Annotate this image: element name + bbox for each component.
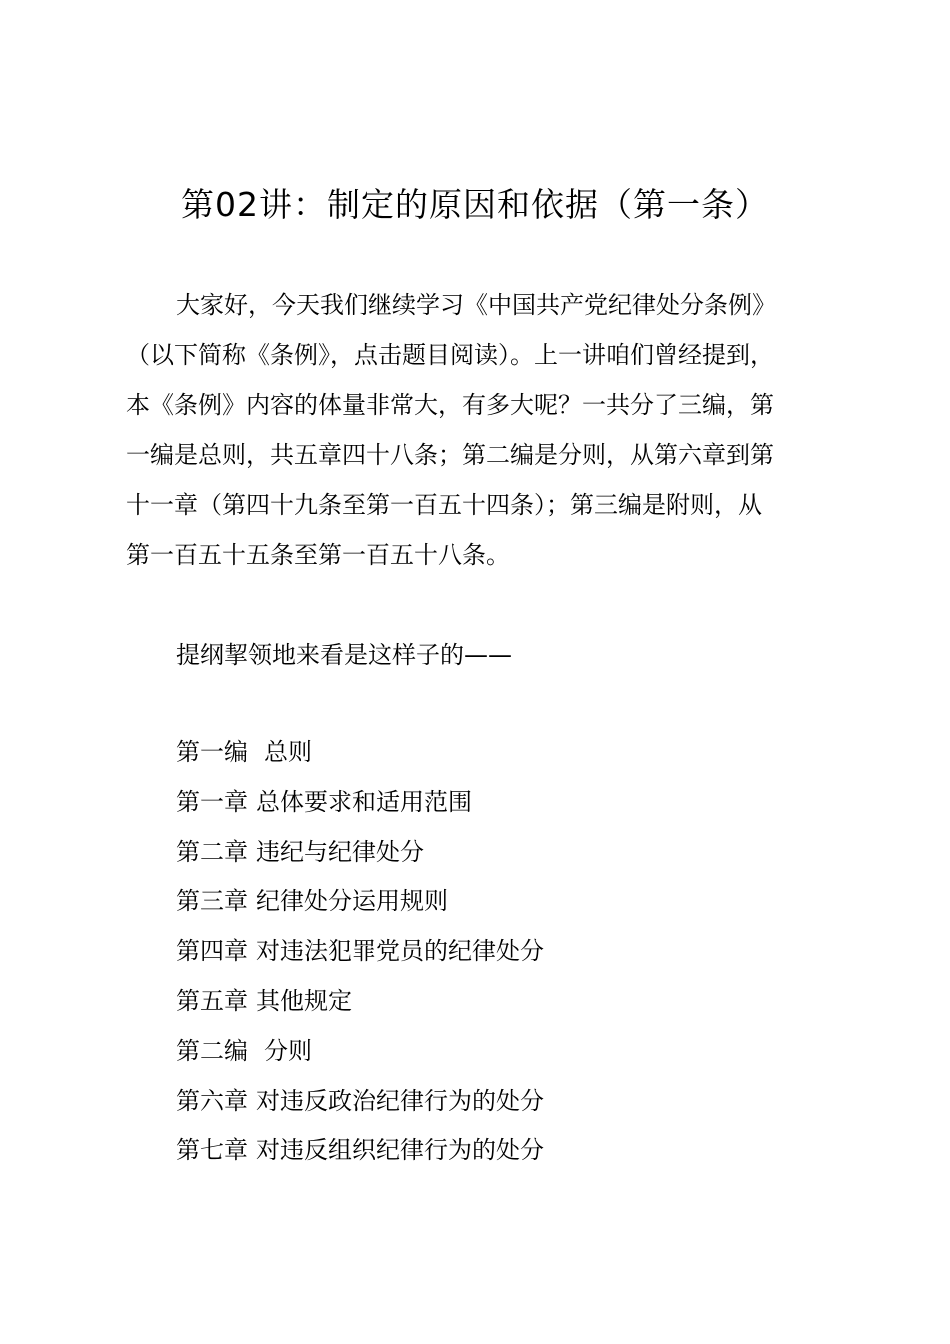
outline-chapter bbox=[176, 828, 544, 878]
outline-label: 第七章 bbox=[176, 1136, 248, 1165]
outline-label: 第五章 bbox=[176, 986, 248, 1015]
outline-list bbox=[176, 728, 544, 1176]
outline-name: 总则 bbox=[264, 738, 312, 766]
outline-name: 分则 bbox=[264, 1036, 312, 1065]
outline-label: 第二编 bbox=[176, 1036, 248, 1065]
intro-line: 本《条例》内容的体量非常大，有多大呢？一共分了三编，第 bbox=[126, 391, 774, 419]
outline-chapter bbox=[176, 1126, 544, 1176]
outline-label: 第三章 bbox=[176, 887, 248, 916]
intro-line: 大家好，今天我们继续学习《中国共产党纪律处分条例》 bbox=[176, 291, 776, 319]
outline-label: 第一章 bbox=[176, 787, 248, 816]
outline-label: 第一编 bbox=[176, 738, 248, 766]
outline-name: 违纪与纪律处分 bbox=[256, 837, 424, 866]
outline-label: 第二章 bbox=[176, 837, 248, 866]
outline-name: 总体要求和适用范围 bbox=[256, 787, 472, 816]
intro-line: 十一章（第四十九条至第一百五十四条）；第三编是附则，从 bbox=[126, 491, 762, 519]
outline-label: 第四章 bbox=[176, 937, 248, 966]
intro-paragraph bbox=[126, 280, 838, 580]
outline-name: 对违反政治纪律行为的处分 bbox=[256, 1086, 544, 1115]
document-title: 第02讲：制定的原因和依据（第一条） bbox=[181, 185, 769, 224]
outline-part bbox=[176, 728, 544, 778]
outline-chapter bbox=[176, 927, 544, 977]
outline-part bbox=[176, 1027, 544, 1077]
intro-line: 第一百五十五条至第一百五十八条。 bbox=[126, 541, 510, 569]
outline-chapter bbox=[176, 977, 544, 1027]
outline-chapter bbox=[176, 778, 544, 828]
intro-line: 一编是总则，共五章四十八条；第二编是分则，从第六章到第 bbox=[126, 441, 774, 469]
intro-line: （以下简称《条例》，点击题目阅读）。上一讲咱们曾经提到， bbox=[126, 341, 774, 369]
outline-chapter bbox=[176, 1077, 544, 1127]
outline-name: 其他规定 bbox=[256, 986, 352, 1015]
outline-name: 纪律处分运用规则 bbox=[256, 887, 448, 916]
outline-label: 第六章 bbox=[176, 1086, 248, 1115]
outline-chapter bbox=[176, 877, 544, 927]
outline-name: 对违法犯罪党员的纪律处分 bbox=[256, 937, 544, 966]
outline-name: 对违反组织纪律行为的处分 bbox=[256, 1136, 544, 1165]
outline-lead: 提纲挈领地来看是这样子的—— bbox=[176, 641, 512, 669]
